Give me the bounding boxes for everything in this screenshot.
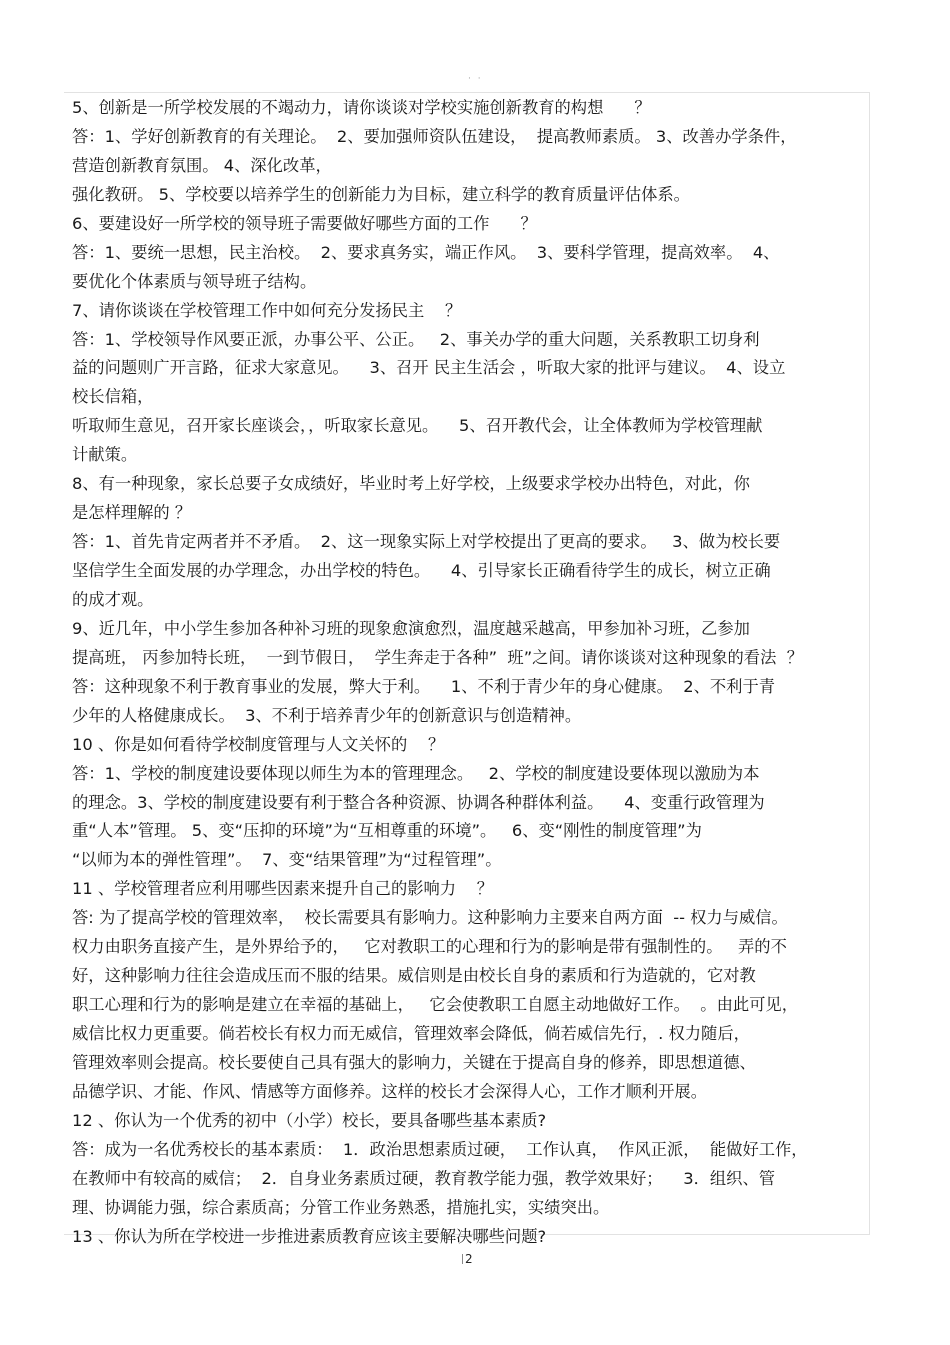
text-line: 听取师生意见，召开家长座谈会，，听取家长意见。 5、召开教代会，让全体教师为学校管理献	[72, 416, 763, 436]
text-line: 答：1、首先肯定两者并不矛盾。 2、这一现象实际上对学校提出了更高的要求。 3、做为校长要	[72, 532, 781, 552]
text-line: 权力由职务直接产生，是外界给予的， 它对教职工的心理和行为的影响是带有强制性的。 弄的不	[72, 937, 787, 957]
text-line: 答：这种现象不利于教育事业的发展，弊大于利。 1、不利于青少年的身心健康。 2、不利于青	[72, 676, 776, 696]
page-number-value: 2	[465, 1252, 473, 1266]
text-line: 9、近几年，中小学生参加各种补习班的现象愈演愈烈，温度越采越高，甲参加补习班，乙参加	[72, 618, 750, 638]
text-line: 答：1、学好创新教育的有关理论。 2、要加强师资队伍建设， 提高教师素质。 3、改善办学条件，	[72, 126, 797, 146]
text-line: 答：成为一名优秀校长的基本素质： 1．政治思想素质过硬， 工作认真， 作风正派， 能做好工作，	[72, 1139, 808, 1159]
text-line: 的成才观。	[72, 589, 154, 609]
page-number-divider	[462, 1254, 463, 1264]
text-line: 11 、学校管理者应利用哪些因素来提升自己的影响力 ？	[72, 879, 494, 899]
text-line: 5、创新是一所学校发展的不竭动力，请你谈谈对学校实施创新教育的构想 ？	[72, 98, 651, 117]
text-line: 益的问题则广开言路，征求大家意见。 3、召开 民主生活会 ，听取大家的批评与建议。 4、设立	[72, 358, 786, 378]
text-line: 坚信学生全面发展的办学理念，办出学校的特色。 4、引导家长正确看待学生的成长，树立正确	[72, 561, 771, 580]
text-line: 要优化个体素质与领导班子结构。	[72, 271, 317, 291]
text-line: 是怎样理解的 ？	[72, 503, 192, 523]
text-line: 威信比权力更重要。倘若校长有权力而无威信，管理效率会降低，倘若威信先行，. 权力随后，	[72, 1024, 750, 1043]
text-line: 理、协调能力强，综合素质高；分管工作业务熟悉，措施扎实，实绩突出。	[72, 1197, 610, 1217]
text-line: 管理效率则会提高。校长要使自己具有强大的影响力，关键在于提高自身的修养，即思想道德、	[72, 1052, 756, 1072]
text-line: 12 、你认为一个优秀的初中（小学）校长，要具备哪些基本素质?	[72, 1110, 547, 1130]
text-line: 6、要建设好一所学校的领导班子需要做好哪些方面的工作 ？	[72, 213, 537, 233]
text-line: 品德学识、才能、作风、情感等方面修养。这样的校长才会深得人心，工作才顺利开展。	[72, 1081, 707, 1101]
page-number	[462, 1252, 473, 1266]
text-line: 8、有一种现象，家长总要子女成绩好，毕业时考上好学校，上级要求学校办出特色，对此，你	[72, 474, 750, 494]
top-page-mark: · ·	[468, 74, 483, 84]
text-line: 13 、你认为所在学校进一步推进素质教育应该主要解决哪些问题?	[72, 1226, 547, 1246]
text-line: 校长信箱，	[72, 387, 154, 407]
text-line: 答：1、学校的制度建设要体现以师生为本的管理理念。 2、学校的制度建设要体现以激励为本	[72, 763, 760, 783]
text-line: “以师为本的弹性管理”。 7、变“结果管理”为“过程管理”。	[72, 850, 502, 870]
text-line: 强化教研。 5、学校要以培养学生的创新能力为目标，建立科学的教育质量评估体系。	[72, 184, 690, 204]
text-line: 答：1、要统一思想，民主治校。 2、要求真务实，端正作风。 3、要科学管理，提高效率。 4、	[72, 242, 780, 262]
text-line: 的理念。3、学校的制度建设要有利于整合各种资源、协调各种群体利益。 4、变重行政管理为	[72, 792, 765, 812]
text-line: 在教师中有较高的威信； 2．自身业务素质过硬，教育教学能力强，教学效果好； 3．组织、管	[72, 1168, 776, 1188]
text-line: 好，这种影响力往往会造成压而不服的结果。威信则是由校长自身的素质和行为造就的，它对教	[72, 966, 756, 986]
text-line: 答：1、学校领导作风要正派，办事公平、公正。 2、事关办学的重大问题，关系教职工切身利	[72, 329, 760, 349]
text-line: 重“人本”管理。 5、变“压抑的环境”为“互相尊重的环境”。 6、变“刚性的制度管理”为	[72, 821, 702, 841]
text-line: 答: 为了提高学校的管理效率， 校长需要具有影响力。这种影响力主要来自两方面 -- 权力与威信。	[72, 908, 788, 928]
text-line: 职工心理和行为的影响是建立在幸福的基础上， 它会使教职工自愿主动地做好工作。 。由此可见，	[72, 995, 798, 1015]
text-line: 提高班， 丙参加特长班， 一到节假日， 学生奔走于各种” 班”之间。请你谈谈对这种现象的看法 ？	[72, 647, 803, 667]
text-line: 7、请你谈谈在学校管理工作中如何充分发扬民主 ？	[72, 300, 462, 320]
text-line: 营造创新教育氛围。 4、深化改革，	[72, 155, 332, 175]
document-body	[72, 94, 872, 1252]
text-line: 计献策。	[72, 445, 138, 465]
text-line: 少年的人格健康成长。 3、不利于培养青少年的创新意识与创造精神。	[72, 705, 582, 725]
text-line: 10 、你是如何看待学校制度管理与人文关怀的 ？	[72, 734, 445, 754]
